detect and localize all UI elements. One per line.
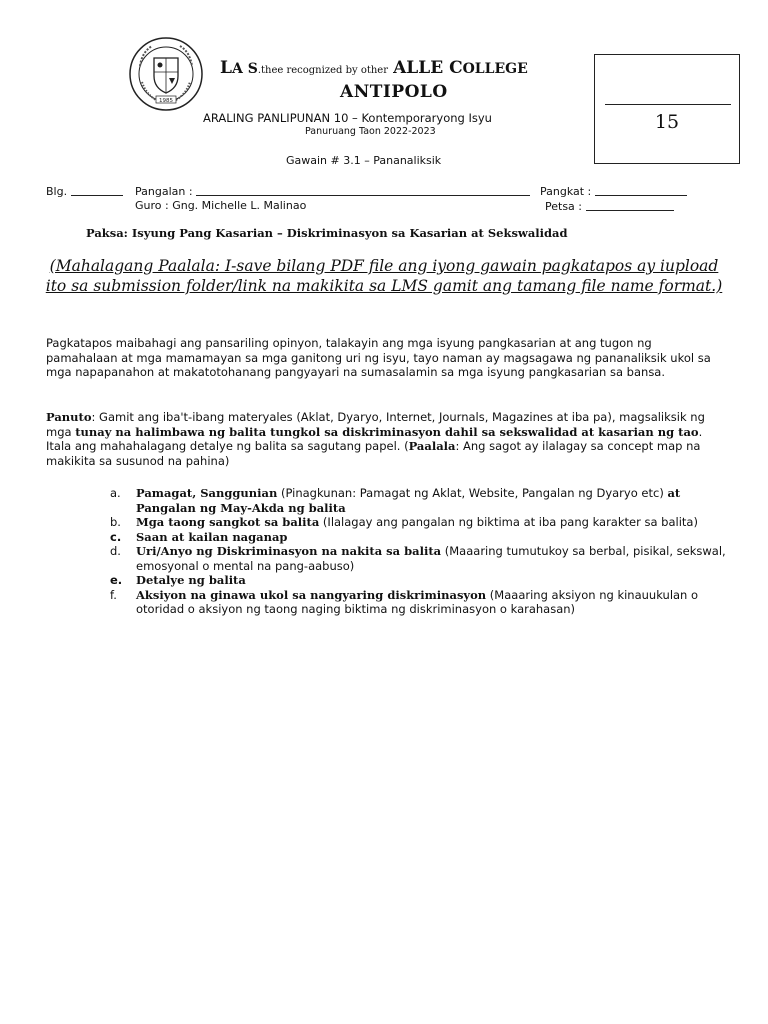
school-year: Panuruang Taon 2022-2023 — [305, 126, 436, 137]
note-label: Paalala — [408, 439, 456, 453]
subject-title: ARALING PANLIPUNAN 10 – Kontemporaryong Isyu — [203, 111, 492, 125]
name-field — [135, 184, 530, 198]
list-item-letter: d. — [110, 544, 121, 558]
instructions-bold-text: tunay na halimbawa ng balita tungkol sa diskriminasyon dahil sa sekswalidad at kasarian ng tao — [75, 424, 699, 439]
list-item-letter: f. — [110, 587, 117, 602]
list-item-bold: Uri/Anyo ng Diskriminasyon na nakita sa balita — [136, 544, 442, 558]
list-item-bold: Saan at kailan naganap — [136, 529, 288, 544]
list-item-text: (Maaaring tumutukoy sa berbal, pisikal, sekswal, emosyonal o mental na pang-aabuso) — [136, 544, 726, 573]
logo-year: 1985 — [159, 98, 173, 104]
list-item-bold: Detalye ng balita — [136, 573, 246, 587]
activity-title: Gawain # 3.1 – Pananaliksik — [286, 154, 442, 167]
instructions-text-2: . Itala ang mahahalagang detalye ng balita sa sagutang papel. ( — [46, 424, 703, 453]
list-item — [110, 588, 730, 617]
name-blank[interactable] — [196, 184, 530, 196]
list-item — [110, 544, 730, 573]
section-label: Pangkat : — [540, 185, 592, 198]
list-item — [110, 530, 730, 545]
list-item-text: (Ilalagay ang pangalan ng biktima at iba pang karakter sa balita) — [319, 515, 698, 529]
list-item-letter: c. — [110, 529, 122, 544]
section-field — [540, 184, 687, 198]
score-divider — [605, 104, 731, 105]
school-name-small-text: .thee recognized by other — [257, 65, 388, 76]
list-item — [110, 486, 730, 515]
list-item-letter: b. — [110, 515, 121, 529]
score-box — [594, 54, 740, 164]
topic-heading: Paksa: Isyung Pang Kasarian – Diskriminasyon sa Kasarian at Sekswalidad — [86, 226, 568, 240]
important-notice: (Mahalagang Paalala: I-save bilang PDF file ang iyong gawain pagkatapos ay iupload ito sa submission folder/link na makikita sa LMS gamit ang tamang file name format.) — [45, 257, 723, 295]
list-item-text: (Maaaring aksiyon ng kinauukulan o otoridad o aksiyon ng taong naging biktima ng diskriminasyon o karahasan) — [136, 587, 699, 616]
list-item-bold-2: at Pangalan ng May-Akda ng balita — [136, 486, 681, 515]
list-item-bold: Mga taong sangkot sa balita — [136, 515, 320, 529]
list-item-letter: a. — [110, 486, 121, 500]
list-item-bold: Pamagat, Sanggunian — [136, 486, 278, 500]
section-blank[interactable] — [595, 184, 687, 196]
list-item-text: (Pinagkunan: Pamagat ng Aklat, Website, Pangalan ng Dyaryo etc) — [277, 486, 668, 500]
date-label: Petsa : — [545, 200, 582, 213]
school-seal-logo — [128, 36, 204, 112]
teacher-field: Guro : Gng. Michelle L. Malinao — [135, 199, 307, 212]
name-label: Pangalan : — [135, 185, 193, 198]
instructions-paragraph — [46, 410, 726, 468]
date-field — [545, 199, 674, 213]
school-name-part1: A S — [231, 61, 258, 77]
number-field — [46, 184, 123, 198]
research-items-list — [110, 486, 730, 617]
score-value: 15 — [654, 111, 680, 133]
list-item — [110, 573, 730, 588]
school-name-initial-cap: L — [220, 58, 232, 78]
school-name-line1 — [220, 58, 528, 78]
list-item — [110, 515, 730, 530]
intro-paragraph: Pagkatapos maibahagi ang pansariling opinyon, talakayin ang mga isyung pangkasarian at ang tugon ng pamahalaan at mga mamamayan sa mga ganitong uri ng isyu, tayo naman ay magsagawa ng pananaliksik ukol sa mga napapanahon at makatotohanang pangyayari na sumasalamin sa mga isyung pangkasarian sa bansa. — [46, 336, 711, 379]
school-name-part2: OLLEGE — [462, 61, 528, 77]
school-city: ANTIPOLO — [340, 82, 448, 102]
list-item-letter: e. — [110, 573, 123, 587]
date-blank[interactable] — [586, 199, 674, 211]
instructions-label: Panuto — [46, 410, 92, 424]
number-label: Blg. — [46, 185, 68, 198]
instructions-text-1: : Gamit ang iba't-ibang materyales (Aklat, Dyaryo, Internet, Journals, Magazines at iba pa), magsaliksik ng mga — [46, 410, 705, 439]
note-text: : Ang sagot ay ilalagay sa concept map na makikita sa susunod na pahina) — [46, 439, 701, 468]
number-blank[interactable] — [71, 184, 123, 196]
list-item-bold: Aksiyon na ginawa ukol sa nangyaring diskriminasyon — [136, 587, 487, 602]
school-name-part2-cap: ALLE C — [393, 58, 463, 78]
